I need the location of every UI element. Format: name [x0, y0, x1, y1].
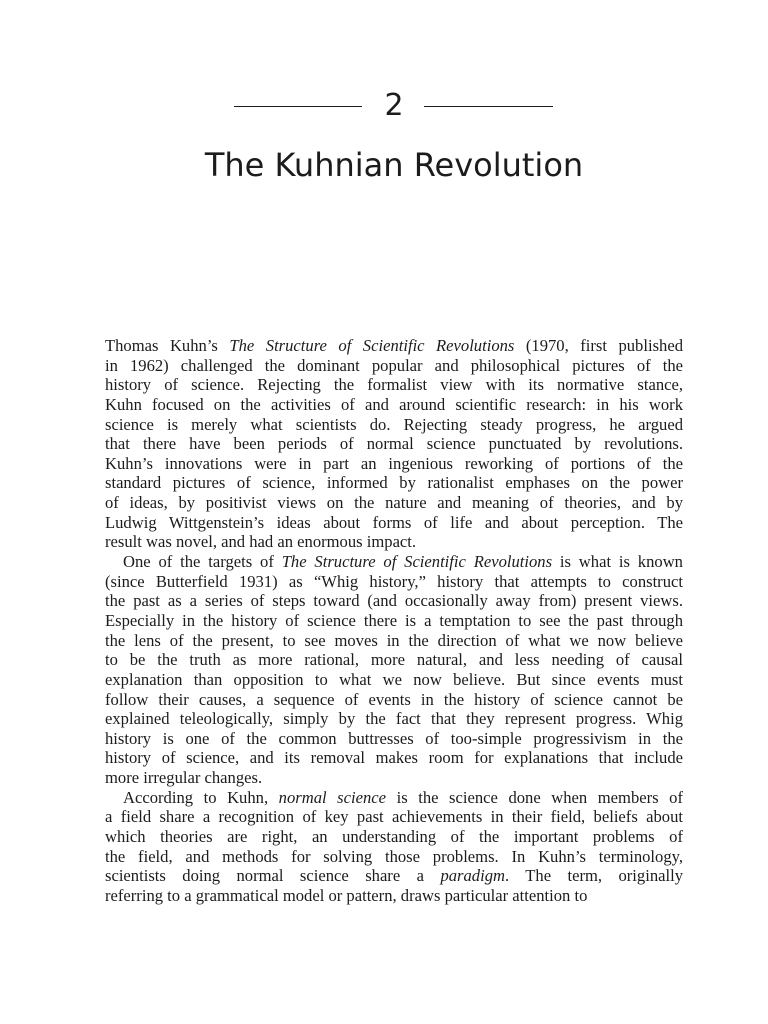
- text-line: According to Kuhn, normal science is the science done when members of: [123, 787, 683, 807]
- text-line: standard pictures of science, informed by rationalist emphases on the power: [105, 473, 683, 493]
- text-line: Kuhn’s innovations were in part an ingenious reworking of portions of the: [105, 453, 683, 473]
- paragraph: [105, 788, 683, 906]
- text-line: (since Butterfield 1931) as “Whig history,” history that attempts to construct: [105, 571, 683, 591]
- italic-text: normal science: [278, 787, 387, 807]
- text-line: a field share a recognition of key past achievements in their field, beliefs about: [105, 807, 683, 827]
- text-line: referring to a grammatical model or pattern, draws particular attention to: [105, 885, 588, 905]
- text-line: history is one of the common buttresses of too-simple progressivism in the: [105, 728, 683, 748]
- text-line: Kuhn focused on the activities of and around scientific research: in his work: [105, 394, 683, 414]
- text-line: result was novel, and had an enormous impact.: [105, 532, 417, 552]
- text-line: that there have been periods of normal science punctuated by revolutions.: [105, 434, 683, 454]
- chapter-title: The Kuhnian Revolution: [204, 146, 584, 184]
- text-line: explained teleologically, simply by the fact that they represent progress. Whig: [105, 709, 683, 729]
- text-line: follow their causes, a sequence of events in the history of science cannot be: [105, 689, 683, 709]
- text-line: the lens of the present, to see moves in the direction of what we now believe: [105, 630, 683, 650]
- chapter-header: [0, 86, 768, 126]
- text-line: history of science. Rejecting the formalist view with its normative stance,: [105, 375, 683, 395]
- text-line: the past as a series of steps toward (and occasionally away from) present views.: [105, 591, 683, 611]
- italic-text: The Structure of Scientific Revolutions: [281, 552, 553, 572]
- text-line: scientists doing normal science share a paradigm. The term, originally: [105, 866, 683, 886]
- text-line: to be the truth as more rational, more natural, and less needing of causal: [105, 650, 683, 670]
- chapter-body: [105, 336, 683, 906]
- italic-text: The Structure of Scientific Revolutions: [229, 336, 515, 355]
- paragraph: [105, 552, 683, 788]
- right-rule: [424, 106, 553, 107]
- text-line: more irregular changes.: [105, 768, 263, 788]
- text-line: science is merely what scientists do. Rejecting steady progress, he argued: [105, 414, 683, 434]
- text-line: Especially in the history of science there is a temptation to see the past through: [105, 610, 683, 630]
- left-rule: [234, 106, 362, 107]
- text-line: Thomas Kuhn’s The Structure of Scientific Revolutions (1970, first published: [105, 336, 683, 355]
- italic-text: paradigm: [440, 866, 505, 886]
- text-line: Ludwig Wittgenstein’s ideas about forms of life and about perception. The: [105, 512, 683, 532]
- chapter-number: 2: [384, 88, 404, 123]
- text-line: One of the targets of The Structure of Scientific Revolutions is what is known: [123, 552, 683, 572]
- text-line: explanation than opposition to what we now believe. But since events must: [105, 669, 683, 689]
- text-line: of ideas, by positivist views on the nature and meaning of theories, and by: [105, 493, 683, 513]
- paragraph: [105, 336, 683, 552]
- text-line: history of science, and its removal makes room for explanations that include: [105, 748, 683, 768]
- text-line: which theories are right, an understanding of the important problems of: [105, 827, 683, 847]
- text-line: the field, and methods for solving those problems. In Kuhn’s terminology,: [105, 846, 683, 866]
- text-line: in 1962) challenged the dominant popular and philosophical pictures of the: [105, 355, 683, 375]
